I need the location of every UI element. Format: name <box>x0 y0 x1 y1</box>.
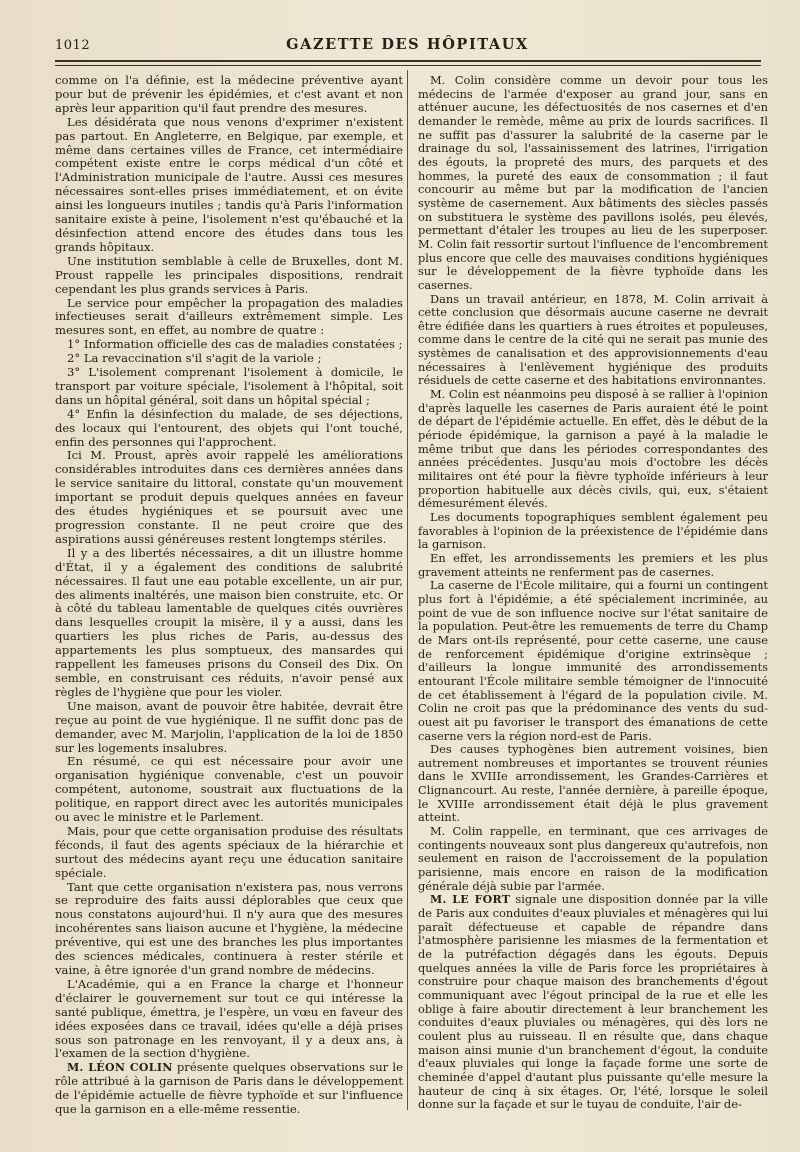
paragraph <box>55 1061 403 1117</box>
paragraph: Les désidérata que nous venons d'exprimer n'existent pas partout. En Angleterre, en Belgique, par exemple, et même dans certaines villes de France, cet intermédiaire compétent existe entre le corps médical d'un côté et l'Administration municipale de l'autre. Aussi ces mesures nécessaires sont-elles prises immédiatement, et on évite ainsi les longueurs inutiles ; tandis qu'à Paris l'information sanitaire existe à peine, l'isolement n'est qu'ébauché et la désinfection attend encore des études dans tous les grands hôpitaux. <box>55 114 403 254</box>
paragraph: En résumé, ce qui est nécessaire pour avoir une organisation hygiénique convenable, c'est un pouvoir compétent, autonome, soustrait aux fluctuations de la politique, en rapport direct avec les autorités municipales ou avec le ministre et le Parlement. <box>55 754 403 825</box>
list-item: 2° La revaccination s'il s'agit de la variole ; <box>67 351 322 366</box>
right-column <box>418 74 768 1112</box>
paragraph: Une maison, avant de pouvoir être habitée, devrait être reçue au point de vue hygiénique. Il ne suffit donc pas de demander, avec M. Marjolin, l'application de la loi de 1850 sur les logements insalubres. <box>55 698 403 755</box>
paragraph: M. Colin rappelle, en terminant, que ces arrivages de contingents nouveaux sont plus dangereux qu'autrefois, non seulement en raison de l'accroissement de la population parisienne, mais encore en raison de la modification générale déjà subie par l'armée. <box>418 824 768 893</box>
paragraph: L'Académie, qui a en France la charge et l'honneur d'éclairer le gouvernement sur tout ce qui intéresse la santé publique, émettra, je l'espère, un vœu en faveur des idées exposées dans ce travail, idées qu'elle a déjà prises sous son patronage en les renvoyant, il y a deux ans, à l'examen de la section d'hygiène. <box>55 976 403 1061</box>
paragraph-text: signale une disposition donnée par la ville de Paris aux conduites d'eaux pluviales et ménagères qui lui paraît défectueuse et capable de répandre dans l'atmosphère parisienne les miasmes de la fermentation et de la putréfaction dégagés dans les égouts. Depuis quelques années la ville de Paris force les propriétaires à construire pour chaque maison des branchements d'égout communiquant avec l'égout principal de la rue et elle les oblige à faire aboutir directement à leur branchement les conduites d'eaux pluviales ou ménagères, qui dès lors ne coulent plus au ruisseau. Il en résulte que, dans chaque maison ainsi munie d'un branchement d'égout, la conduite d'eaux pluviales qui longe la façade forme une sorte de cheminée d'appel d'autant plus puissante qu'elle mesure la hauteur de cinq à six étages. Or, l'été, lorsque le soleil donne sur la façade et sur le tuyau de conduite, l'air de- <box>418 892 768 1112</box>
paragraph: Il y a des libertés nécessaires, a dit un illustre homme d'État, il y a également des conditions de salubrité nécessaires. Il faut une eau potable excellente, un air pur, des aliments inaltérés, une maison bien construite, etc. Or à côté du tableau lamentable de quelques cités ouvrières dans lesquelles croupit la misère, il y a aussi, dans les quartiers les plus riches de Paris, au-dessus des appartements les plus somptueux, des mansardes qui rappellent les fameuses prisons du Conseil des Dix. On semble, en construisant ces réduits, n'avoir pensé aux règles de l'hygiène que pour les violer. <box>55 545 403 699</box>
paragraph: Tant que cette organisation n'existera pas, nous verrons se reproduire des faits aussi déplorables que ceux que nous constatons aujourd'hui. Il n'y aura que des mesures incohérentes sans liaison aucune et l'hygiène, la médecine préventive, qui est une des branches les plus importantes des sciences médicales, continuera à rester stérile et vaine, à être ignorée d'un grand nombre de médecins. <box>55 879 403 977</box>
paragraph: M. Colin est néanmoins peu disposé à se rallier à l'opinion d'après laquelle les casernes de Paris auraient été le point de départ de l'épidémie actuelle. En effet, dès le début de la période épidémique, la garnison a payé à la maladie le même tribut que dans les périodes correspondantes des années précédentes. Jusqu'au mois d'octobre les décès militaires ont été pour la fièvre typhoïde inférieurs à leur proportion habituelle aux décès civils, qui, eux, s'étaient démesurément élevés. <box>418 387 768 511</box>
list-item: 1° Information officielle des cas de maladies constatées ; <box>67 337 403 352</box>
paragraph <box>418 893 768 1112</box>
paragraph: La caserne de l'École militaire, qui a fourni un contingent plus fort à l'épidémie, a été spécialement incriminée, au point de vue de son influence nocive sur l'état sanitaire de la population. Peut-être les remuements de terre du Champ de Mars ont-ils représenté, pour cette caserne, une cause de renforcement épidémique d'origine extrinsèque ; d'ailleurs la longue immunité des arrondissements entourant l'École militaire semble témoigner de l'innocuité de cet établissement à l'égard de la population civile. M. Colin ne croit pas que la prédominance des vents du sud-ouest ait pu favoriser le transport des émanations de cette caserne vers la région nord-est de Paris. <box>418 578 768 743</box>
paragraph: Les documents topographiques semblent également peu favorables à l'opinion de la préexistence de l'épidémie dans la garnison. <box>418 510 768 552</box>
header-rule-thick <box>55 60 761 62</box>
journal-title: GAZETTE DES HÔPITAUX <box>286 36 529 53</box>
page-header <box>55 36 760 58</box>
paragraph-text: présente quelques observations sur le rôle attribué à la garnison de Paris dans le développement de l'épidémie actuelle de fièvre typhoïde et sur l'influence que la garnison en a elle-même ressentie. <box>55 1060 404 1117</box>
list-item: 4° Enfin la désinfection du malade, de ses déjections, des locaux qui l'entourent, des objets qui l'ont touché, enfin des personnes qui l'approchent. <box>55 406 403 449</box>
speaker-name: M. LÉON COLIN <box>67 1061 173 1075</box>
paragraph: Une institution semblable à celle de Bruxelles, dont M. Proust rappelle les principales dispositions, rendrait cependant les plus grands services à Paris. <box>55 253 403 296</box>
column-divider <box>407 70 408 1110</box>
paragraph: Dans un travail antérieur, en 1878, M. Colin arrivait à cette conclusion que désormais aucune caserne ne devrait être édifiée dans les quartiers à rues étroites et populeuses, comme dans le centre de la cité qui ne serait pas munie des systèmes de canalisation et des approvisionnements d'eau nécessaires à l'enlèvement hygiénique des produits résiduels de cette caserne et des habitations environnantes. <box>418 291 768 388</box>
page-number: 1012 <box>55 38 91 53</box>
paragraph: En effet, les arrondissements les premiers et les plus gravement atteints ne renferment pas de casernes. <box>418 550 768 579</box>
paragraph: Le service pour empêcher la propagation des maladies infectieuses serait d'ailleurs extrêmement simple. Les mesures sont, en effet, au nombre de quatre : <box>55 295 403 338</box>
paragraph: Mais, pour que cette organisation produise des résultats féconds, il faut des agents spéciaux de la hiérarchie et surtout des médecins ayant reçu une éducation sanitaire spéciale. <box>55 823 403 880</box>
speaker-name: M. LE FORT <box>430 893 511 907</box>
list-item: 3° L'isolement comprenant l'isolement à domicile, le transport par voiture spéciale, l'isolement à l'hôpital, soit dans un hôpital général, soit dans un hôpital spécial ; <box>55 365 403 407</box>
left-column <box>55 74 403 1117</box>
paragraph: Ici M. Proust, après avoir rappelé les améliorations considérables introduites dans ces dernières années dans le service sanitaire du littoral, constate qu'un mouvement important se produit depuis quelques années en faveur des études hygiéniques et se poursuit avec une progression constante. Il ne peut croire que des aspirations aussi généreuses restent longtemps stériles. <box>55 448 403 546</box>
paragraph: Des causes typhogènes bien autrement voisines, bien autrement nombreuses et importantes se trouvent réunies dans le XVIIIe arrondissement, les Grandes-Carrières et Clignancourt. Au reste, l'année dernière, à pareille époque, le XVIIIe arrondissement était déjà le plus gravement atteint. <box>418 742 768 825</box>
paragraph: M. Colin considère comme un devoir pour tous les médecins de l'armée d'exposer au grand jour, sans en atténuer aucune, les défectuosités de nos casernes et d'en demander le remède, même au prix de lourds sacrifices. Il ne suffit pas d'assurer la salubrité de la caserne par le drainage du sol, l'assainissement des latrines, l'irrigation des égouts, la propreté des murs, des parquets et des hommes, la pureté des eaux de consommation ; il faut concourir au même but par la modification de l'ancien système de casernement. Aux bâtiments des siècles passés on substituera le système des pavillons isolés, peu élevés, permettant d'étaler les troupes au lieu de les superposer. M. Colin fait ressortir surtout l'influence de l'encombrement plus encore que celle des mauvaises conditions hygiéniques sur le développement de la fièvre typhoïde dans les casernes. <box>418 73 768 292</box>
header-rule-thin <box>55 65 761 66</box>
paragraph: comme on l'a définie, est la médecine préventive ayant pour but de prévenir les épidémies, et c'est avant et non après leur apparition qu'il faut prendre des mesures. <box>55 73 403 115</box>
